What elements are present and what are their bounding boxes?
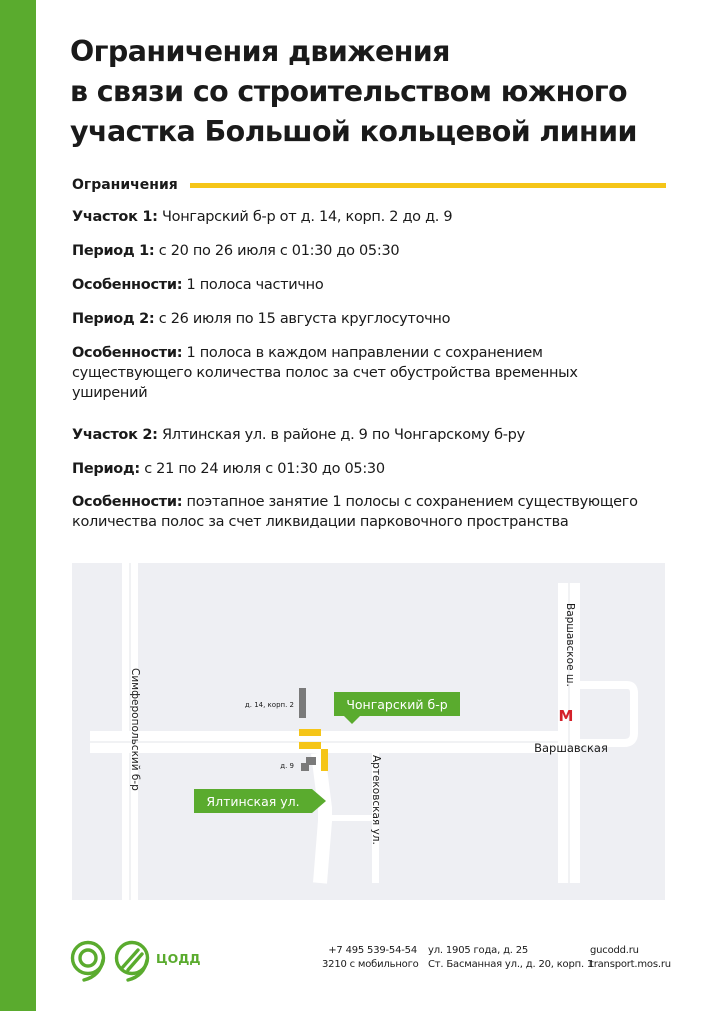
section-divider [190,183,666,188]
footer-address-2: Ст. Басманная ул., д. 20, корп. 1 [428,959,594,970]
footer-addresses [428,944,593,972]
building-9-part [301,763,309,771]
footer-site-2[interactable]: transport.mos.ru [590,959,671,970]
item-text: с 20 по 26 июля с 01:30 до 05:30 [154,243,400,259]
road-loop [577,685,634,743]
logo-ring-inner [80,950,96,966]
logo-stripes [122,950,142,970]
footer-contacts [322,944,417,972]
footer-sites [590,944,671,972]
footer-logo [70,938,210,988]
item-text: 1 полоса частично [182,277,324,293]
item-features-1 [72,275,672,295]
item-text: Чонгарский б-р от д. 14, корп. 2 до д. 9 [157,209,453,225]
section-label: Ограничения [72,177,178,193]
map-canvas [72,563,665,900]
section-header [72,174,666,196]
title-line-1: Ограничения движения [70,35,450,68]
page-title [70,32,690,152]
item-period-3 [72,459,672,479]
item-label: Период 2: [72,311,155,327]
callout-pointer [344,716,360,724]
item-text: поэтапное занятие 1 полосы с сохранением существующего количества полос за счет ликвидации парковочного пространства [72,494,638,530]
footer-mobile: 3210 с мобильного [322,959,419,970]
item-label: Участок 2: [72,427,158,443]
item-period-2 [72,309,672,329]
restriction-marker-2 [299,742,321,749]
item-label: Период: [72,461,140,477]
title-line-2: в связи со строительством южного [70,75,627,108]
footer-address-1: ул. 1905 года, д. 25 [428,945,529,956]
item-label: Особенности: [72,345,183,361]
brand-side-bar [0,0,36,1011]
item-label: Участок 1: [72,209,158,225]
title-line-3: участка Большой кольцевой линии [70,115,637,148]
item-text: Ялтинская ул. в районе д. 9 по Чонгарскому б-ру [157,427,525,443]
street-label-artekovskaya: Артековская ул. [370,755,382,845]
street-label-simferopolsky: Симферопольский б-р [129,668,141,791]
footer-phone[interactable]: +7 495 539-54-54 [328,945,417,956]
item-text: 1 полоса в каждом направлении с сохранением существующего количества полос за счет обустройства временных уширений [72,345,578,401]
metro-icon: М [558,707,574,725]
road-yaltinskaya [318,753,325,883]
item-period-1 [72,241,672,261]
restriction-marker-3 [321,749,328,771]
route-map [72,563,665,900]
item-label: Период 1: [72,243,155,259]
logo-text: ЦОДД [156,951,201,966]
item-section-2 [72,425,672,445]
building-label-14-2: д. 14, корп. 2 [244,701,294,709]
item-section-1 [72,207,672,227]
footer-site-1[interactable]: gucodd.ru [590,945,639,956]
metro-station-label: Варшавская [534,741,608,755]
item-features-3 [72,492,682,532]
callout-chongarsky-label: Чонгарский б-р [346,697,448,712]
item-text: с 21 по 24 июля с 01:30 до 05:30 [139,461,385,477]
item-label: Особенности: [72,277,183,293]
codd-logo-icon [70,938,210,984]
road-connector [325,815,375,821]
item-text: с 26 июля по 15 августа круглосуточно [154,311,451,327]
restriction-marker-1 [299,729,321,736]
street-label-varshavskoe: Варшавское ш. [564,603,576,687]
building-label-9: д. 9 [280,762,294,770]
callout-yaltinskaya-label: Ялтинская ул. [206,794,300,809]
building-14-2 [299,688,306,718]
logo-tail-2 [128,960,147,980]
item-features-2 [72,343,632,403]
item-label: Особенности: [72,494,183,510]
